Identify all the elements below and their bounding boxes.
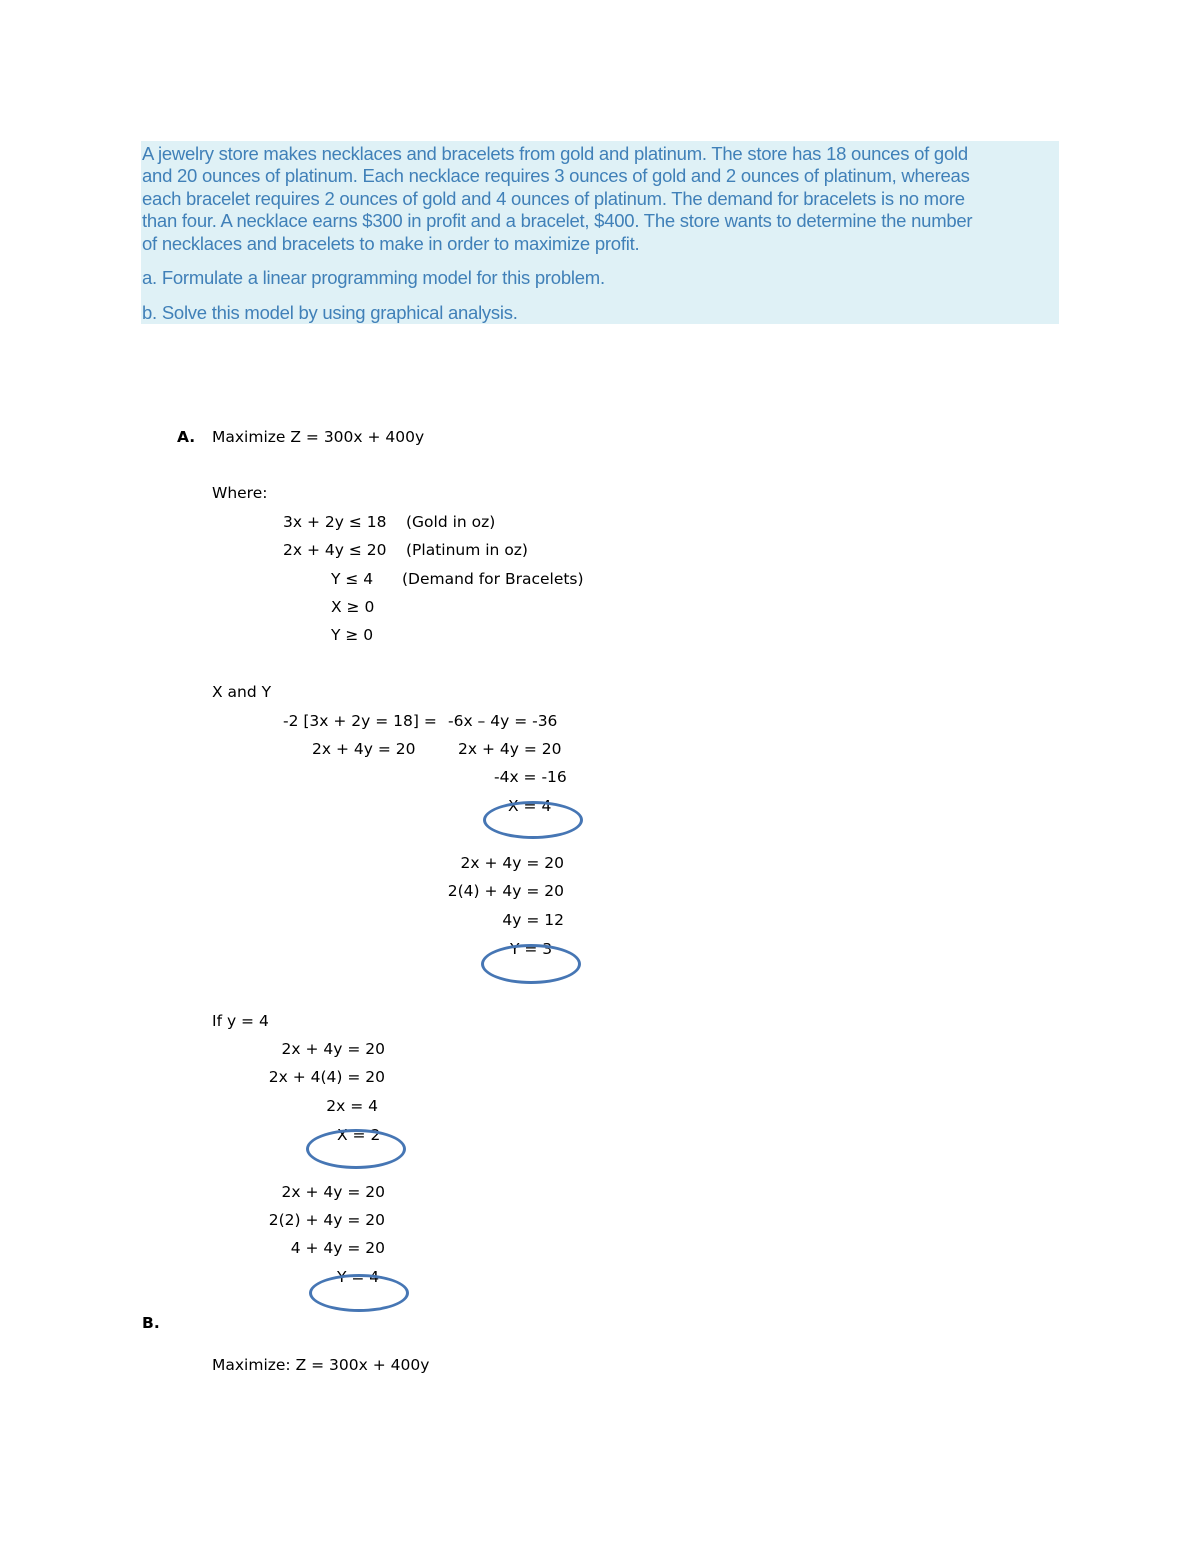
subst2-line-1: 2x + 4y = 20 bbox=[281, 1040, 385, 1058]
constraint-demand-expr: Y ≤ 4 bbox=[331, 570, 374, 588]
result-circle bbox=[483, 801, 583, 839]
subst2-line-2: 2x + 4(4) = 20 bbox=[268, 1068, 385, 1086]
subst3-line-2: 2(2) + 4y = 20 bbox=[268, 1211, 385, 1229]
constraint-gold-note: (Gold in oz) bbox=[406, 513, 496, 531]
result-circle bbox=[306, 1129, 406, 1169]
problem-line-2: and 20 ounces of platinum. Each necklace requires 3 ounces of gold and 2 ounces of platinum, whereas bbox=[142, 165, 970, 186]
subst1-line-2: 2(4) + 4y = 20 bbox=[447, 882, 564, 900]
subst1-line-1: 2x + 4y = 20 bbox=[460, 854, 564, 872]
subst3-line-1: 2x + 4y = 20 bbox=[281, 1183, 385, 1201]
constraint-platinum-expr: 2x + 4y ≤ 20 bbox=[283, 541, 387, 559]
problem-line-4: than four. A necklace earns $300 in profit and a bracelet, $400. The store wants to determine the number bbox=[142, 210, 973, 231]
elim-left-1: -2 [3x + 2y = 18] = bbox=[283, 712, 437, 730]
subst2-line-3: 2x = 4 bbox=[326, 1097, 378, 1115]
problem-part-a: a. Formulate a linear programming model for this problem. bbox=[142, 267, 605, 288]
subst2-result: X = 2 bbox=[337, 1126, 381, 1144]
part-b-marker: B. bbox=[142, 1314, 160, 1332]
elim-right-1: -6x – 4y = -36 bbox=[448, 712, 558, 730]
problem-part-b: b. Solve this model by using graphical analysis. bbox=[142, 302, 518, 323]
elim-left-2: 2x + 4y = 20 bbox=[312, 740, 416, 758]
subst1-result: Y = 3 bbox=[510, 940, 553, 958]
subst3-result: Y = 4 bbox=[337, 1268, 380, 1286]
part-a-marker: A. bbox=[177, 428, 196, 446]
elim-sum: -4x = -16 bbox=[494, 768, 567, 786]
constraint-x-nonneg: X ≥ 0 bbox=[331, 598, 375, 616]
xy-heading: X and Y bbox=[212, 683, 272, 701]
if-heading: If y = 4 bbox=[212, 1012, 269, 1030]
elim-right-2: 2x + 4y = 20 bbox=[458, 740, 562, 758]
part-b-objective: Maximize: Z = 300x + 400y bbox=[212, 1356, 430, 1374]
constraint-y-nonneg: Y ≥ 0 bbox=[331, 626, 374, 644]
problem-line-5: of necklaces and bracelets to make in order to maximize profit. bbox=[142, 233, 640, 254]
where-label: Where: bbox=[212, 484, 268, 502]
objective-function: Maximize Z = 300x + 400y bbox=[212, 428, 425, 446]
constraint-platinum-note: (Platinum in oz) bbox=[406, 541, 528, 559]
elim-x-result: X = 4 bbox=[508, 797, 552, 815]
subst3-line-3: 4 + 4y = 20 bbox=[290, 1239, 385, 1257]
constraint-demand-note: (Demand for Bracelets) bbox=[402, 570, 584, 588]
subst1-line-3: 4y = 12 bbox=[502, 911, 564, 929]
result-circle bbox=[481, 944, 581, 984]
constraint-gold-expr: 3x + 2y ≤ 18 bbox=[283, 513, 387, 531]
result-circle bbox=[309, 1274, 409, 1312]
problem-line-1: A jewelry store makes necklaces and bracelets from gold and platinum. The store has 18 ounces of gold bbox=[142, 143, 968, 164]
problem-line-3: each bracelet requires 2 ounces of gold and 4 ounces of platinum. The demand for bracelets is no more bbox=[142, 188, 965, 209]
